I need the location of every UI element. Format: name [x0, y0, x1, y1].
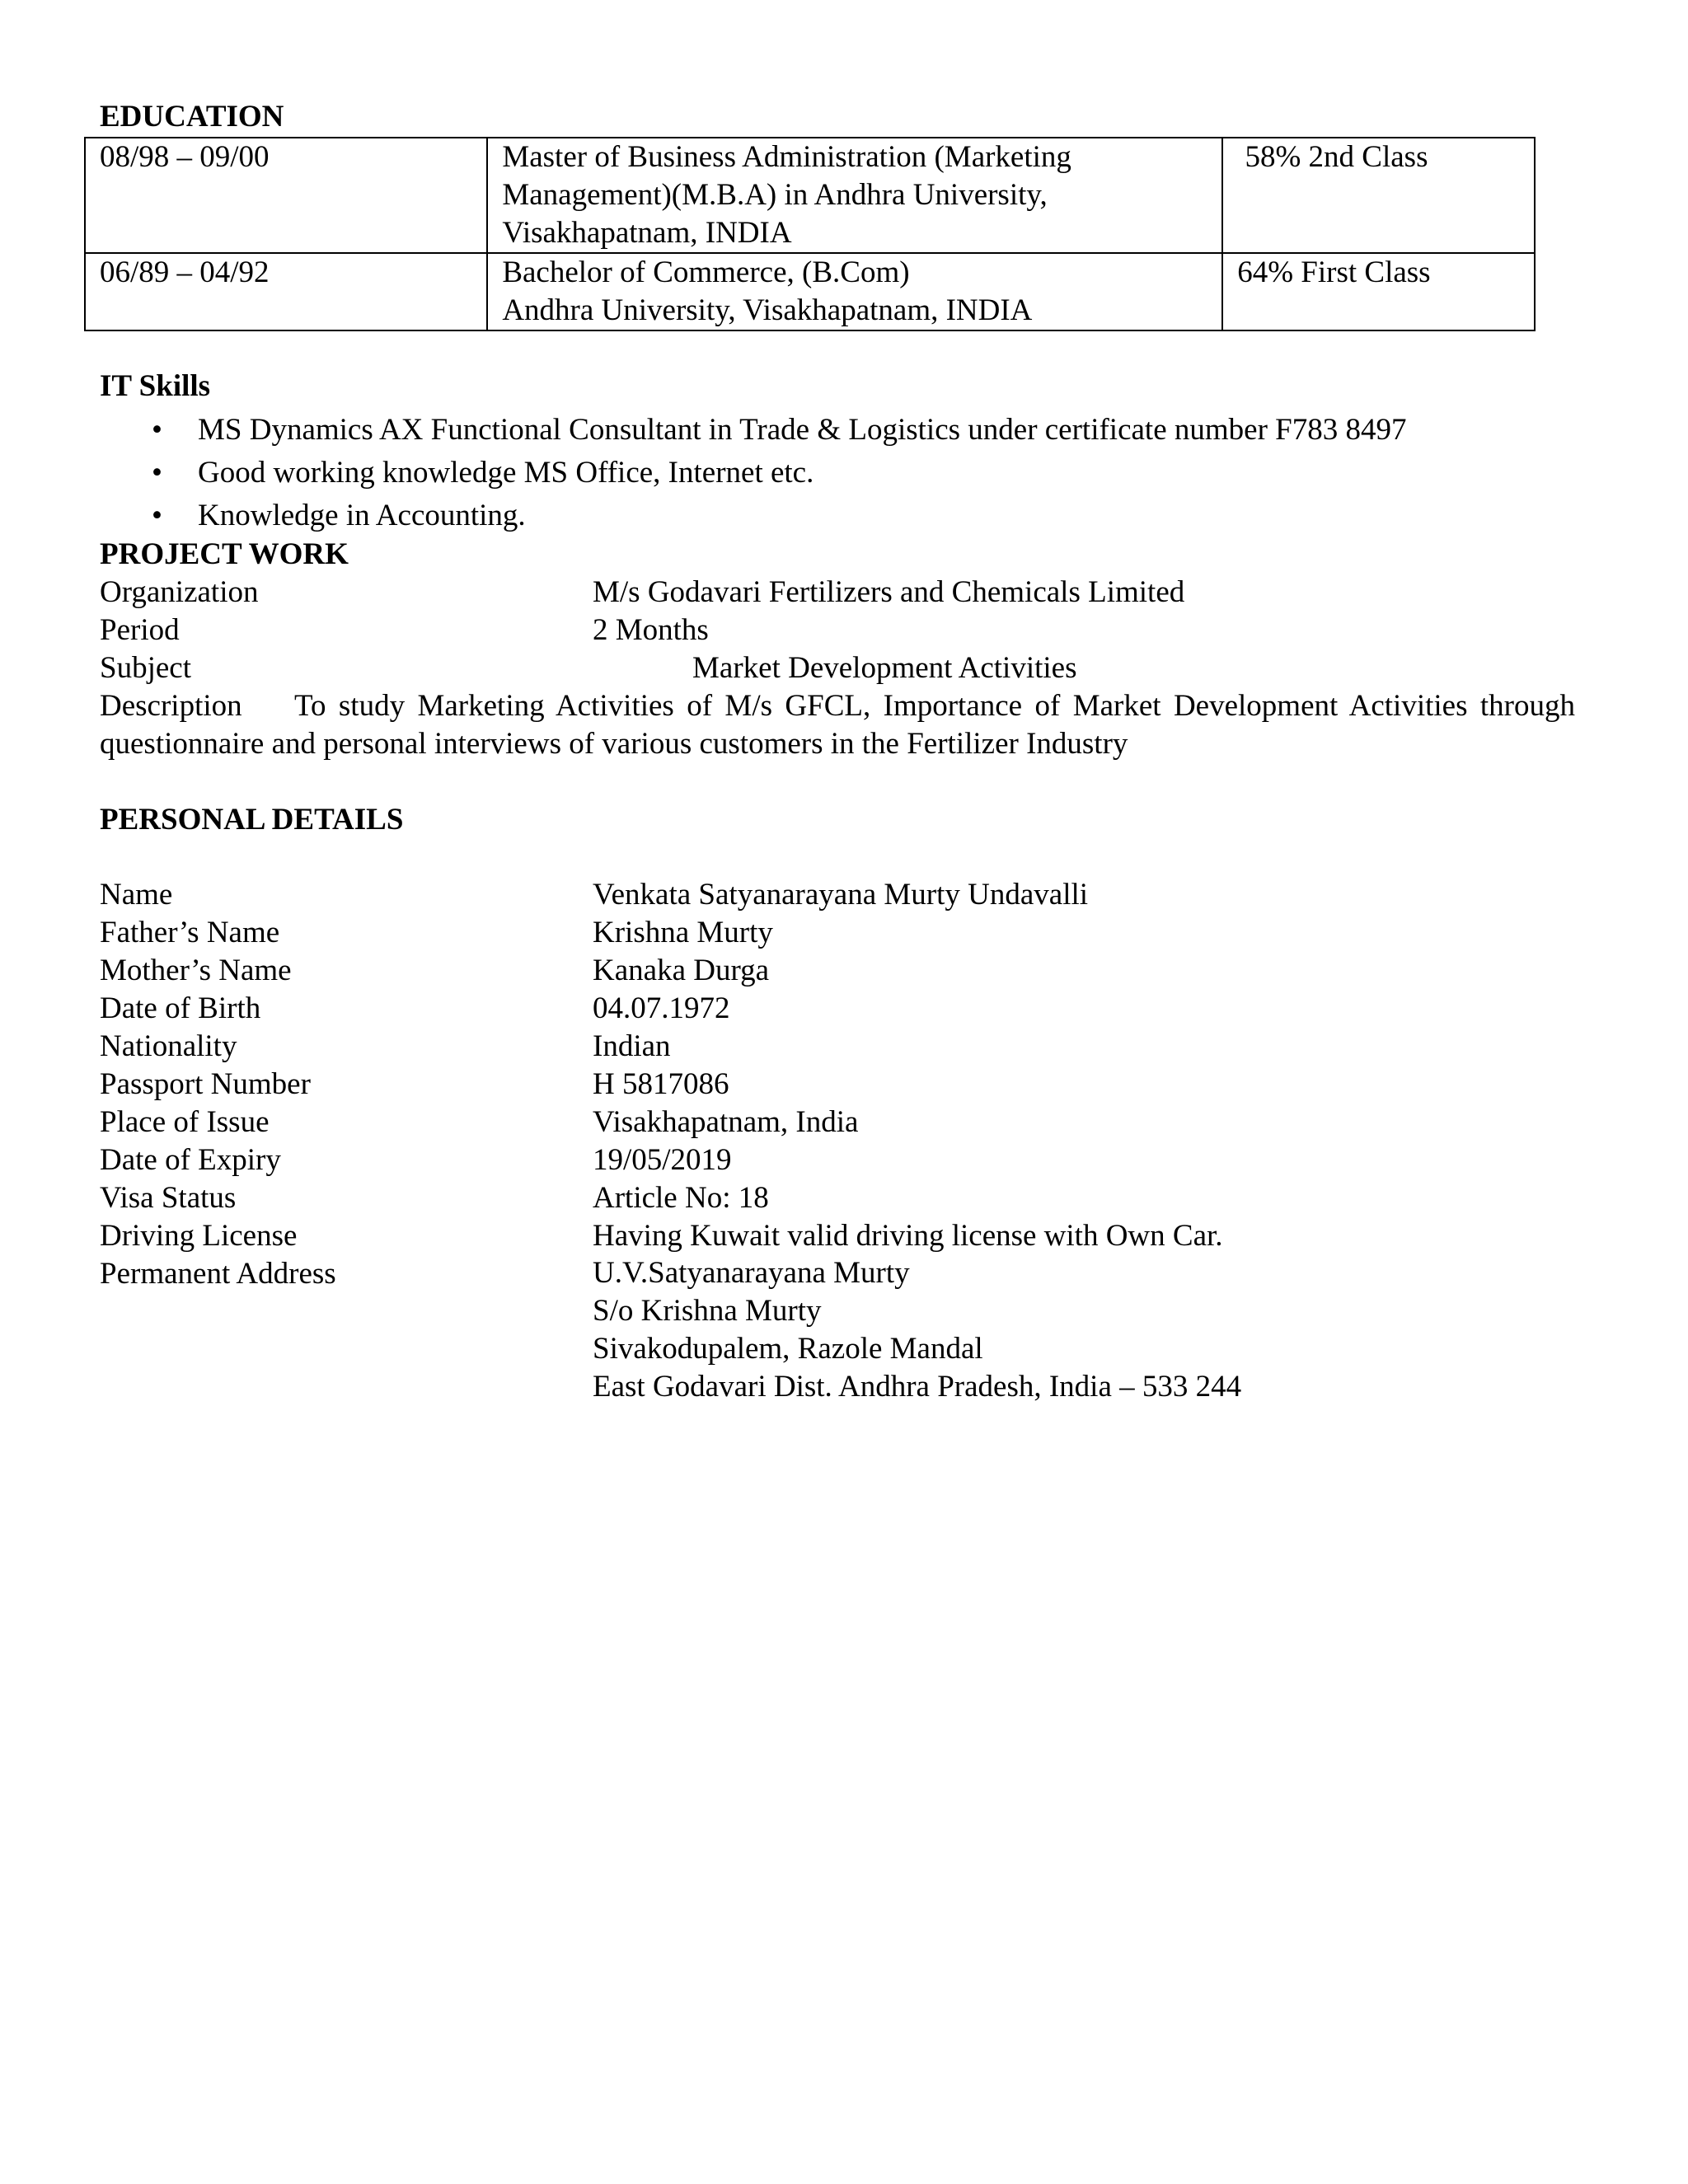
- permanent-address-value: [593, 1254, 1241, 1406]
- expiry-value: 19/05/2019: [593, 1143, 732, 1177]
- period-value: 2 Months: [593, 613, 709, 647]
- name-row: [100, 876, 1575, 914]
- mother-name-row: [100, 952, 1575, 990]
- education-grade: 58% 2nd Class: [1222, 138, 1535, 253]
- degree-line: Bachelor of Commerce, (B.Com): [502, 255, 910, 289]
- father-name-label: Father’s Name: [100, 916, 280, 949]
- bullet-icon: •: [152, 456, 162, 490]
- name-label: Name: [100, 878, 173, 912]
- address-line: Sivakodupalem, Razole Mandal: [593, 1332, 983, 1366]
- passport-label: Passport Number: [100, 1067, 311, 1101]
- dob-label: Date of Birth: [100, 991, 261, 1025]
- education-heading: EDUCATION: [100, 100, 284, 134]
- skill-text: Good working knowledge MS Office, Internet etc.: [198, 456, 814, 490]
- passport-value: H 5817086: [593, 1067, 729, 1101]
- subject-value: Market Development Activities: [692, 651, 1077, 685]
- father-name-value: Krishna Murty: [593, 916, 773, 949]
- it-skills-heading: IT Skills: [100, 369, 211, 403]
- table-row: [85, 138, 1535, 253]
- permanent-address-label: Permanent Address: [100, 1257, 336, 1291]
- education-degree: [487, 253, 1222, 330]
- list-item: [100, 452, 1407, 494]
- place-of-issue-row: [100, 1104, 1575, 1141]
- dob-row: [100, 990, 1575, 1028]
- education-table: [84, 137, 1536, 331]
- organization-label: Organization: [100, 575, 259, 609]
- father-name-row: [100, 914, 1575, 952]
- mother-name-value: Kanaka Durga: [593, 954, 770, 987]
- address-line: U.V.Satyanarayana Murty: [593, 1256, 910, 1290]
- nationality-row: [100, 1028, 1575, 1066]
- place-of-issue-value: Visakhapatnam, India: [593, 1105, 859, 1139]
- visa-status-row: [100, 1179, 1575, 1217]
- passport-row: [100, 1066, 1575, 1104]
- address-line: East Godavari Dist. Andhra Pradesh, India – 533 244: [593, 1370, 1242, 1404]
- driving-license-row: [100, 1217, 1575, 1255]
- subject-row: [100, 649, 1575, 687]
- list-item: [100, 494, 1407, 537]
- it-skills-list: [100, 409, 1407, 537]
- name-value: Venkata Satyanarayana Murty Undavalli: [593, 878, 1089, 912]
- education-period: 08/98 – 09/00: [85, 138, 487, 253]
- nationality-value: Indian: [593, 1029, 671, 1063]
- education-grade: 64% First Class: [1222, 253, 1535, 330]
- subject-label: Subject: [100, 651, 191, 685]
- nationality-label: Nationality: [100, 1029, 237, 1063]
- degree-line: Management)(M.B.A) in Andhra University,: [502, 178, 1048, 212]
- list-item: [100, 409, 1407, 452]
- organization-row: [100, 574, 1575, 612]
- place-of-issue-label: Place of Issue: [100, 1105, 270, 1139]
- education-period: 06/89 – 04/92: [85, 253, 487, 330]
- personal-details-heading: PERSONAL DETAILS: [100, 803, 404, 837]
- education-degree: [487, 138, 1222, 253]
- degree-line: Master of Business Administration (Marketing: [502, 140, 1071, 174]
- driving-license-value: Having Kuwait valid driving license with Own Car.: [593, 1219, 1223, 1253]
- visa-status-value: Article No: 18: [593, 1181, 769, 1215]
- description-row: [100, 687, 1575, 763]
- skill-text: MS Dynamics AX Functional Consultant in Trade & Logistics under certificate number F783 8497: [198, 413, 1407, 447]
- table-row: [85, 253, 1535, 330]
- organization-value: M/s Godavari Fertilizers and Chemicals Limited: [593, 575, 1185, 609]
- bullet-icon: •: [152, 499, 162, 532]
- driving-license-label: Driving License: [100, 1219, 298, 1253]
- description-value: To study Marketing Activities of M/s GFCL, Importance of Market Development Activities through questionnaire and personal interviews of various customers in the Fertilizer Industry: [100, 689, 1575, 761]
- skill-text: Knowledge in Accounting.: [198, 499, 526, 532]
- dob-value: 04.07.1972: [593, 991, 730, 1025]
- period-row: [100, 612, 1575, 649]
- project-work-heading: PROJECT WORK: [100, 537, 349, 571]
- degree-line: Visakhapatnam, INDIA: [502, 216, 792, 250]
- degree-line: Andhra University, Visakhapatnam, INDIA: [502, 293, 1033, 327]
- visa-status-label: Visa Status: [100, 1181, 237, 1215]
- address-line: S/o Krishna Murty: [593, 1294, 822, 1328]
- description-label: Description: [100, 689, 242, 723]
- expiry-label: Date of Expiry: [100, 1143, 281, 1177]
- expiry-row: [100, 1141, 1575, 1179]
- bullet-icon: •: [152, 413, 162, 447]
- period-label: Period: [100, 613, 180, 647]
- mother-name-label: Mother’s Name: [100, 954, 292, 987]
